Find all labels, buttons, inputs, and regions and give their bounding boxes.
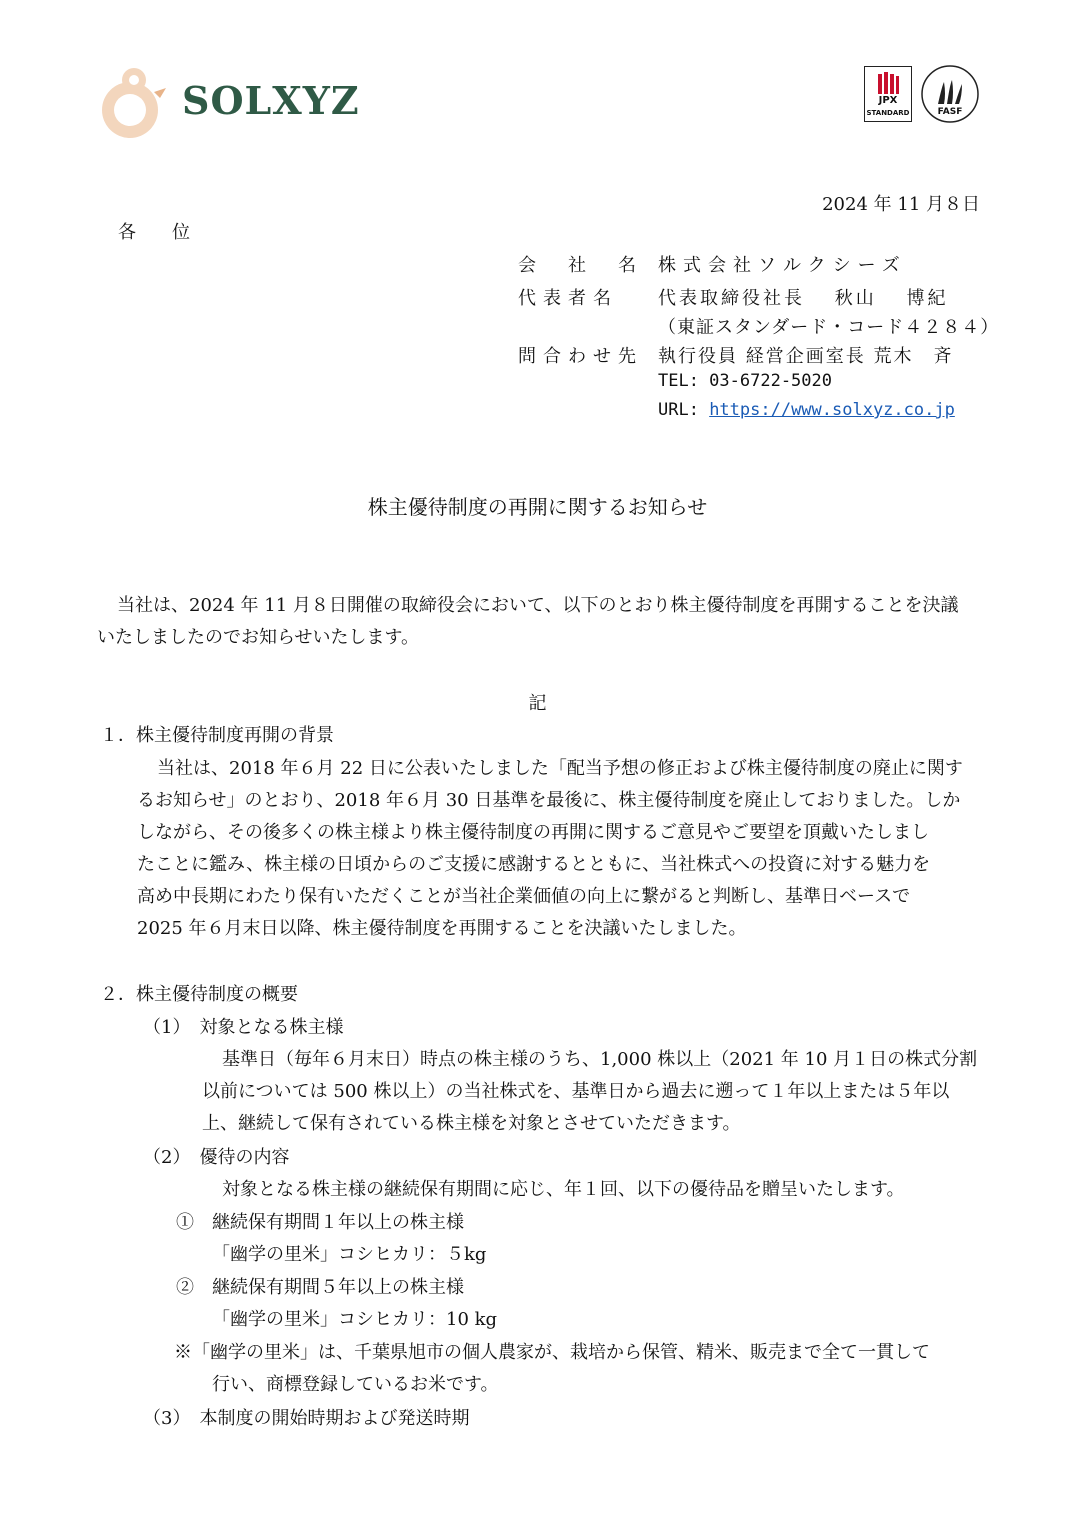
contact-tel: TEL: 03-6722-5020 <box>658 371 832 391</box>
sub1-line-3: 上、継続して保有されている株主様を対象とさせていただきます。 <box>202 1113 741 1134</box>
section1-line-4: たことに鑑み、株主様の日頃からのご支援に感謝するとともに、当社株式への投資に対する魅力を <box>137 854 931 875</box>
jpx-bars-icon <box>865 70 911 96</box>
sub2-heading: （2） 優待の内容 <box>143 1147 290 1168</box>
benefit-item-1-label: ① 継続保有期間１年以上の株主様 <box>176 1212 464 1233</box>
company-name-label: 会 社 名 <box>518 255 643 276</box>
representative-name: 代表取締役社長 秋山 博紀 <box>658 288 949 309</box>
fasf-label: FASF <box>937 107 963 117</box>
benefit-item-1-detail: 「幽学の里米」コシヒカリ：５kg <box>212 1244 487 1265</box>
logo-text: SOLXYZ <box>182 78 360 123</box>
section1-line-2: るお知らせ」のとおり、2018 年６月 30 日基準を最後に、株主優待制度を廃止しておりました。しか <box>137 790 961 811</box>
contact-label: 問合わせ先 <box>518 346 643 367</box>
stock-code: （東証スタンダード・コード４２８４） <box>658 317 1000 338</box>
company-url-link[interactable]: https://www.solxyz.co.jp <box>709 400 955 420</box>
section1-line-6: 2025 年６月末日以降、株主優待制度を再開することを決議いたしました。 <box>137 918 747 939</box>
representative-label: 代表者名 <box>518 288 618 309</box>
ki-marker: 記 <box>528 693 547 714</box>
logo-mark-icon <box>94 64 174 144</box>
section1-heading: １．株主優待制度再開の背景 <box>100 725 334 746</box>
company-name: 株式会社ソルクシーズ <box>658 255 907 276</box>
section1-line-5: 高め中長期にわたり保有いただくことが当社企業価値の向上に繋がると判断し、基準日ベースで <box>137 886 911 907</box>
benefit-item-2-detail: 「幽学の里米」コシヒカリ：10 kg <box>212 1309 498 1330</box>
url-label: URL: <box>658 400 710 420</box>
jpx-standard-label: STANDARD <box>866 109 910 117</box>
rice-note-line-2: 行い、商標登録しているお米です。 <box>212 1374 499 1395</box>
section1-line-3: しながら、その後多くの株主様より株主優待制度の再開に関するご意見やご要望を頂戴いたしまし <box>137 822 929 843</box>
release-date: 2024 年 11 月８日 <box>822 194 980 215</box>
sub1-heading: （1） 対象となる株主様 <box>143 1017 344 1038</box>
sub2-lead: 対象となる株主様の継続保有期間に応じ、年１回、以下の優待品を贈呈いたします。 <box>222 1179 905 1200</box>
jpx-label: JPX <box>878 95 898 106</box>
contact-url-row <box>658 400 955 420</box>
fasf-seal <box>920 64 980 124</box>
intro-line-1: 当社は、2024 年 11 月８日開催の取締役会において、以下のとおり株主優待制度を再開することを決議 <box>117 595 959 616</box>
intro-line-2: いたしましたのでお知らせいたします。 <box>97 627 420 648</box>
section2-heading: ２．株主優待制度の概要 <box>100 984 298 1005</box>
benefit-item-2-label: ② 継続保有期間５年以上の株主様 <box>176 1277 464 1298</box>
section1-line-1: 当社は、2018 年６月 22 日に公表いたしました「配当予想の修正および株主優待制度の廃止に関す <box>157 758 963 779</box>
addressee: 各 位 <box>118 222 190 243</box>
sub1-line-2: 以前については 500 株以上）の当社株式を、基準日から過去に遡って１年以上または５年以 <box>202 1081 950 1102</box>
jpx-standard-badge <box>864 66 912 122</box>
sub3-heading: （3） 本制度の開始時期および発送時期 <box>143 1408 470 1429</box>
company-logo <box>94 64 374 144</box>
sub1-line-1: 基準日（毎年６月末日）時点の株主様のうち、1,000 株以上（2021 年 10 月１日の株式分割 <box>222 1049 978 1070</box>
contact-person: 執行役員 経営企画室長 荒木 斉 <box>658 346 954 367</box>
document-title: 株主優待制度の再開に関するお知らせ <box>367 495 708 519</box>
rice-note-line-1: ※「幽学の里米」は、千葉県旭市の個人農家が、栽培から保管、精米、販売まで全て一貫して <box>174 1342 930 1363</box>
